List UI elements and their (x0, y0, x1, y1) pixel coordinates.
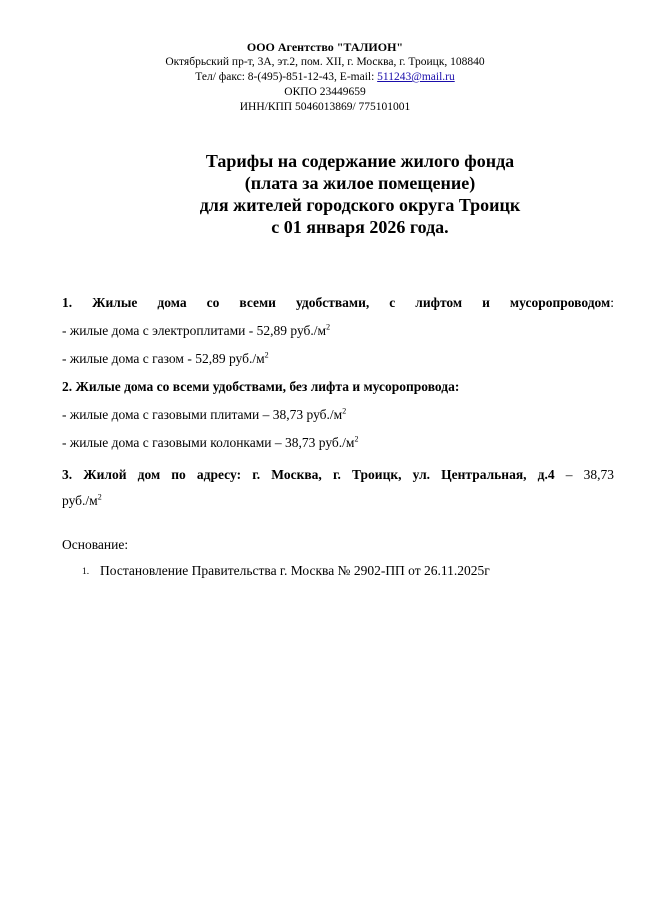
basis-item (62, 562, 622, 580)
section-3 (62, 462, 614, 514)
section-3-unit: руб./м (62, 493, 98, 508)
contact-phone-fax: Тел/ факс: 8-(495)-851-12-43, E-mail: (195, 71, 378, 83)
company-okpo: ОКПО 23449659 (284, 86, 366, 98)
section-1-item-2 (62, 350, 614, 368)
superscript: 2 (264, 350, 269, 360)
basis-item-text: Постановление Правительства г. Москва № 2902-ПП от 26.11.2025г (100, 563, 490, 578)
section-1-heading-text: 1. Жилые дома со всеми удобствами, с лифтом и мусоропроводом (62, 295, 611, 310)
tariff-gas-heaters: - жилые дома с газовыми колонками – 38,73 руб./м (62, 435, 355, 450)
superscript: 2 (97, 492, 102, 502)
section-2-heading-text: 2. Жилые дома со всеми удобствами, без лифта и мусоропровода: (62, 379, 460, 394)
company-name: ООО Агентство "ТАЛИОН" (246, 40, 404, 54)
title-line-3: для жителей городского округа Троицк (199, 195, 521, 215)
section-3-first-line (62, 462, 614, 488)
section-3-heading: 3. Жилой дом по адресу: г. Москва, г. Троицк, ул. Центральная, д.4 (62, 467, 555, 482)
document-title (60, 150, 650, 238)
tariff-gas: - жилые дома с газом - 52,89 руб./м (62, 351, 265, 366)
tariff-electric-stoves: - жилые дома с электроплитами - 52,89 руб./м (62, 323, 327, 338)
section-2-item-1 (62, 406, 614, 424)
basis-list (62, 562, 622, 580)
tariff-list (62, 294, 614, 540)
superscript: 2 (354, 434, 359, 444)
basis-label: Основание: (62, 537, 129, 552)
section-2-heading (62, 378, 614, 396)
letterhead (0, 40, 650, 115)
title-line-4: с 01 января 2026 года. (271, 217, 449, 237)
title-line-1: Тарифы на содержание жилого фонда (205, 151, 515, 171)
company-contacts (0, 70, 650, 85)
superscript: 2 (326, 322, 331, 332)
section-1-heading (62, 294, 614, 312)
section-3-value: – 38,73 (554, 467, 615, 482)
section-1-item-1 (62, 322, 614, 340)
title-line-2: (плата за жилое помещение) (244, 173, 476, 193)
company-address: Октябрьский пр-т, 3А, эт.2, пом. XII, г. Москва, г. Троицк, 108840 (165, 56, 485, 68)
section-1-heading-colon: : (610, 295, 614, 310)
basis-item-number: 1. (82, 567, 90, 577)
section-2-item-2 (62, 434, 614, 452)
company-inn-kpp: ИНН/КПП 5046013869/ 775101001 (239, 101, 411, 113)
superscript: 2 (342, 406, 347, 416)
email-link[interactable]: 511243@mail.ru (377, 71, 455, 83)
tariff-gas-stoves: - жилые дома с газовыми плитами – 38,73 руб./м (62, 407, 343, 422)
